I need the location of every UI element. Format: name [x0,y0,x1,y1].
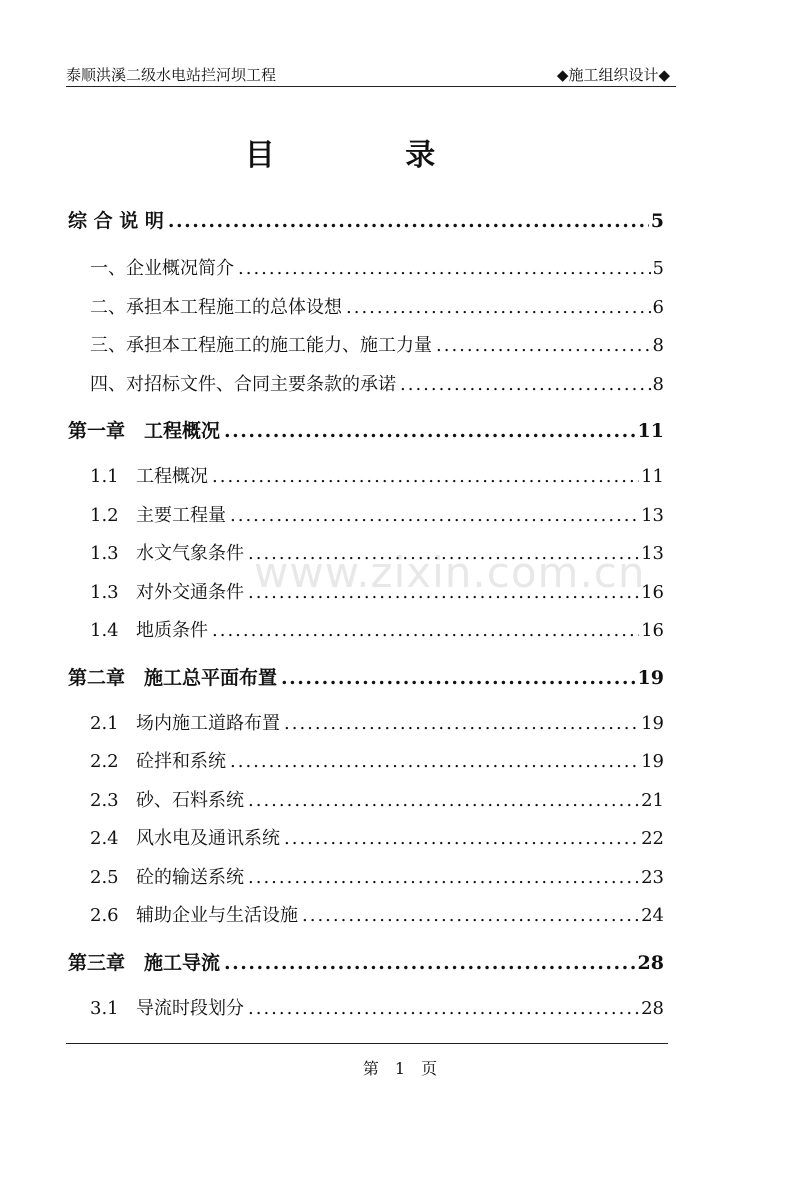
toc-leader-dots [224,944,636,982]
toc-entry[interactable] [68,458,664,497]
document-section-title: ◆施工组织设计◆ [556,66,670,84]
toc-entry-label: 对外交通条件 [136,581,244,603]
toc-section-number: 1.2 [90,504,119,526]
toc-section-number: 2.6 [90,905,119,926]
toc-title: 目 录 [244,138,496,173]
toc-entry-label: 辅助企业与生活设施 [136,905,298,926]
toc-entry-label: 场内施工道路布置 [136,712,280,734]
table-of-contents [68,202,664,1028]
footer-divider [66,1043,668,1044]
toc-page-number: 5 [650,210,664,232]
toc-leader-dots [436,327,651,366]
toc-entry[interactable] [68,990,664,1029]
toc-page-number: 11 [641,466,664,487]
toc-leader-dots [238,250,651,289]
toc-page-number: 8 [652,373,664,395]
toc-leader-dots [400,366,651,405]
toc-entry-label: 风水电及通讯系统 [136,828,280,849]
toc-leader-dots [230,743,639,782]
toc-entry-general[interactable] [68,202,664,240]
toc-page-number: 28 [641,997,664,1019]
toc-entry[interactable] [68,250,664,289]
toc-page-number: 19 [637,666,664,689]
toc-section-number: 3.1 [90,997,119,1019]
toc-entry[interactable] [68,612,664,651]
toc-entry-label: 地质条件 [136,620,208,641]
toc-leader-dots [212,458,639,497]
toc-page-number: 22 [641,828,664,849]
toc-section-number: 2.5 [90,866,119,888]
footer-suffix: 页 [421,1059,438,1078]
toc-leader-dots [168,202,649,240]
toc-entry-label: 砼的输送系统 [136,866,244,888]
toc-entry-label: 水文气象条件 [136,543,244,564]
toc-entry[interactable] [68,820,664,859]
toc-entry[interactable] [68,327,664,366]
toc-page-number: 8 [652,335,664,356]
toc-page-number: 21 [641,789,664,811]
toc-entry[interactable] [68,366,664,405]
toc-entry[interactable] [68,705,664,744]
toc-entry-label: 第一章 工程概况 [68,420,221,442]
toc-page-number: 23 [641,866,664,888]
toc-entry[interactable] [68,497,664,536]
toc-leader-dots [212,612,639,651]
toc-entry-label: 综 合 说 明 [68,210,164,232]
toc-section-number: 2.1 [90,712,119,734]
document-project-title: 泰顺洪溪二级水电站拦河坝工程 [66,66,277,84]
toc-leader-dots [284,705,639,744]
toc-entry[interactable] [68,289,664,328]
page-header [66,62,676,87]
toc-entry-label: 第三章 施工导流 [68,951,221,974]
toc-section-number: 2.2 [90,751,119,772]
toc-entry-label: 砂、石料系统 [136,789,244,811]
toc-entry-label: 四、对招标文件、合同主要条款的承诺 [90,373,396,395]
toc-page-number: 28 [637,951,664,974]
toc-leader-dots [346,289,651,328]
toc-leader-dots [281,659,636,697]
toc-entry-label: 二、承担本工程施工的总体设想 [90,296,342,318]
toc-page-number: 13 [641,543,664,564]
toc-entry-label: 一、企业概况简介 [90,258,234,279]
toc-page-number: 19 [641,712,664,734]
page-footer [0,1056,800,1079]
toc-section-number: 1.3 [90,543,119,564]
toc-leader-dots [248,859,639,898]
toc-leader-dots [248,782,639,821]
footer-page-number: 1 [394,1059,406,1078]
toc-section-number: 1.3 [90,581,119,603]
toc-entry-label: 工程概况 [136,466,208,487]
toc-entry-label: 主要工程量 [136,504,226,526]
toc-entry-chapter-1[interactable] [68,412,664,450]
toc-page-number: 24 [641,905,664,926]
toc-page-number: 5 [652,258,664,279]
toc-page-number: 16 [641,581,664,603]
toc-entry[interactable] [68,859,664,898]
toc-section-number: 2.4 [90,828,119,849]
toc-entry-chapter-2[interactable] [68,659,664,697]
toc-entry-label: 三、承担本工程施工的施工能力、施工力量 [90,335,432,356]
toc-entry-label: 第二章 施工总平面布置 [68,666,278,689]
toc-page-number: 6 [652,296,664,318]
toc-section-number: 1.1 [90,466,119,487]
toc-page-number: 11 [637,420,664,442]
toc-page-number: 16 [641,620,664,641]
toc-section-number: 2.3 [90,789,119,811]
toc-page-number: 13 [641,504,664,526]
toc-entry-label: 砼拌和系统 [136,751,226,772]
toc-leader-dots [230,497,639,536]
toc-entry-chapter-3[interactable] [68,944,664,982]
toc-entry-label: 导流时段划分 [136,997,244,1019]
toc-entry[interactable] [68,782,664,821]
toc-leader-dots [284,820,639,859]
toc-page-number: 19 [641,751,664,772]
toc-section-number: 1.4 [90,620,119,641]
toc-leader-dots [248,990,639,1029]
footer-prefix: 第 [362,1059,379,1078]
toc-leader-dots [302,897,639,936]
toc-entry[interactable] [68,743,664,782]
toc-leader-dots [224,412,636,450]
watermark: www.zixin.com.cn [254,548,646,597]
toc-entry[interactable] [68,897,664,936]
